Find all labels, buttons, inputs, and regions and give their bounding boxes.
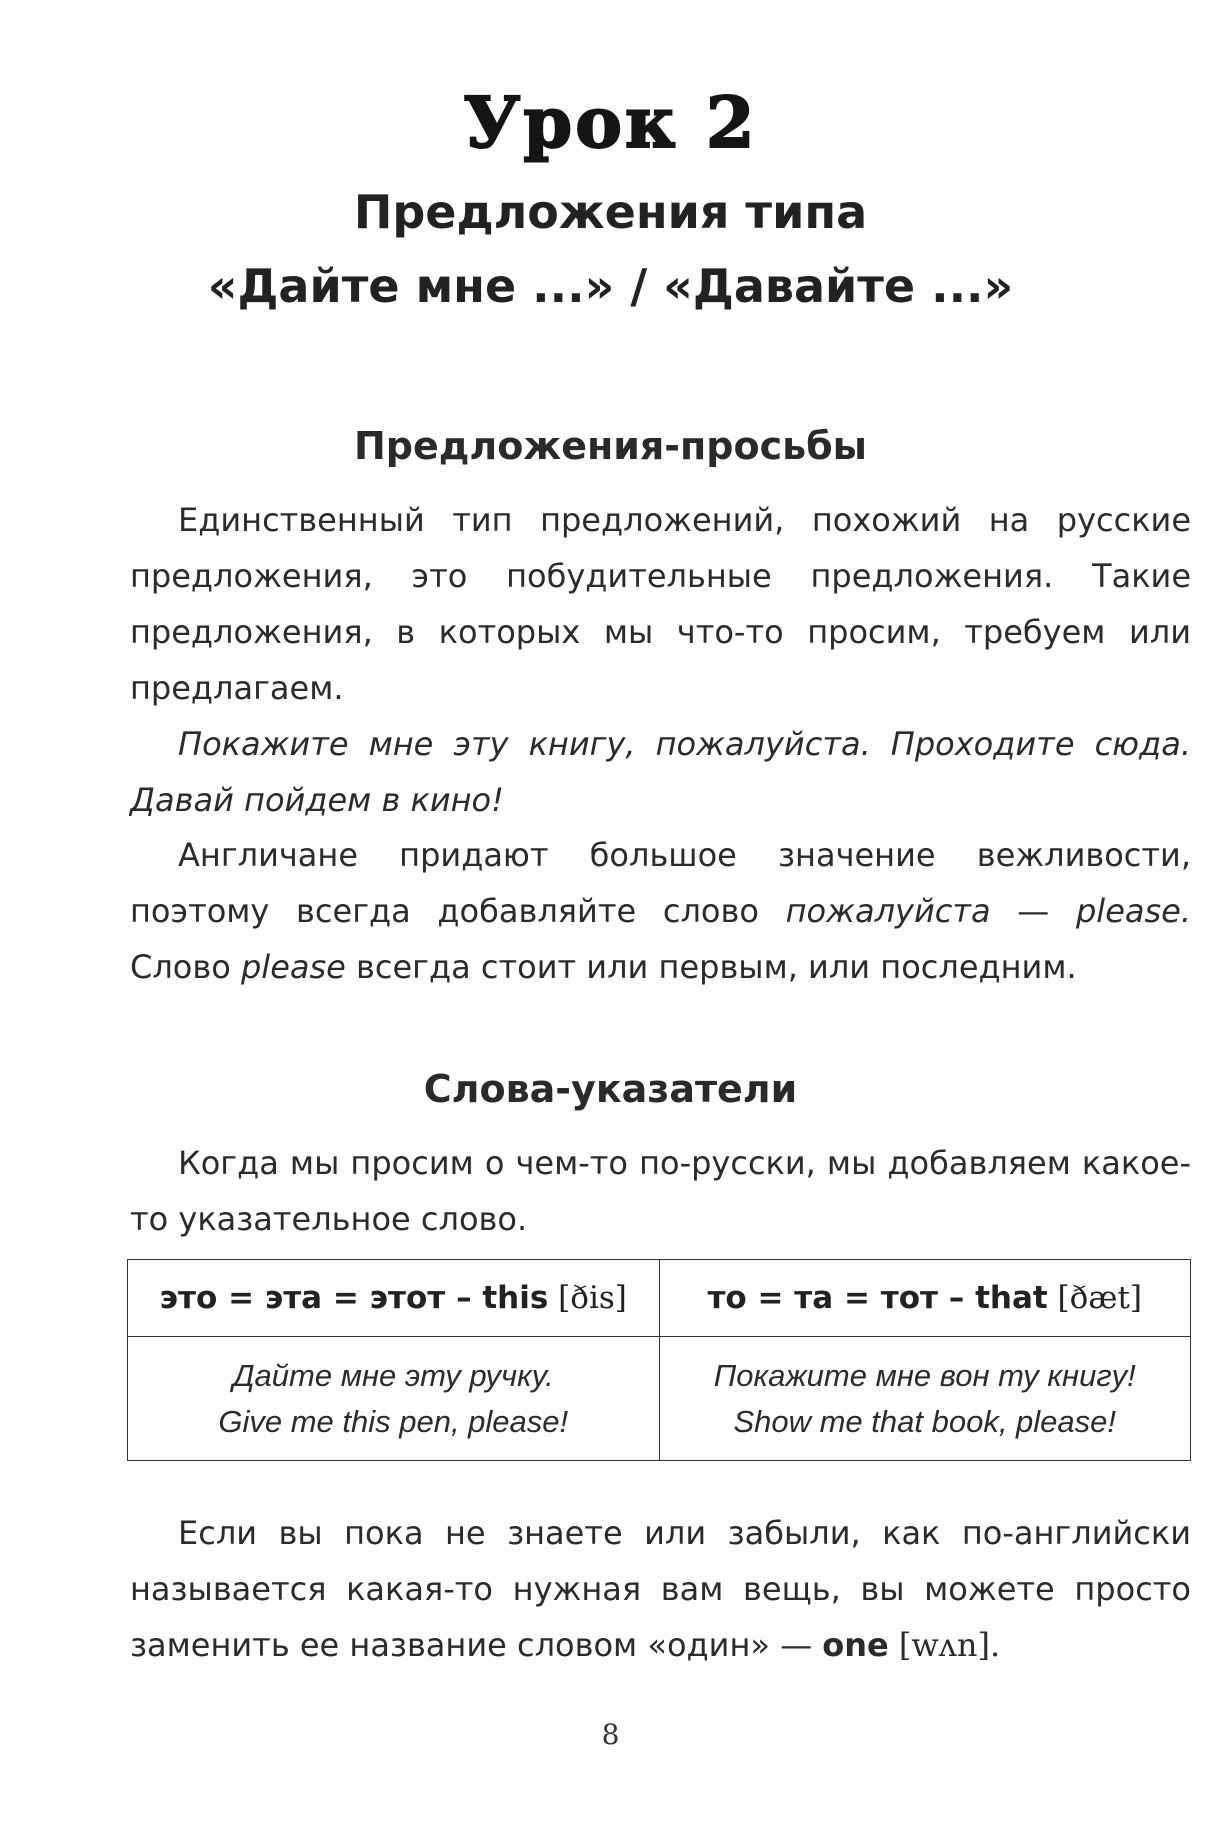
- table-cell-that-example: [659, 1337, 1191, 1461]
- paragraph-pointers-intro: [130, 1135, 1191, 1247]
- table-header-that: [659, 1260, 1191, 1337]
- table-row: [128, 1337, 1191, 1461]
- page-number: 8: [601, 1718, 620, 1751]
- politeness-word-ru: пожалуйста: [785, 892, 991, 930]
- table-cell-this-example: [128, 1337, 660, 1461]
- pointer-words-table: [127, 1259, 1191, 1461]
- section-heading-pointers: Слова-указатели: [423, 1067, 798, 1111]
- politeness-word-en: please.: [1075, 892, 1192, 930]
- paragraph-pointers-intro-text: Когда мы просим о чем-то по-русски, мы добавляем какое-то указательное слово.: [130, 1144, 1191, 1238]
- table-header-row: [128, 1260, 1191, 1337]
- this-example-en: Give me this pen, please!: [218, 1403, 569, 1439]
- paragraph-requests-intro: [130, 492, 1191, 716]
- politeness-text-3: всегда стоит или первым, или последним.: [345, 948, 1077, 986]
- politeness-text-1: Англичане придают большое значение вежливости, поэтому всегда добавляйте слово: [130, 836, 1191, 930]
- lesson-subtitle-line1: Предложения типа: [353, 185, 868, 239]
- politeness-text-2: Слово: [130, 948, 241, 986]
- header-this-ru: это = эта = этот –: [159, 1280, 483, 1316]
- politeness-please: please: [240, 948, 346, 986]
- lesson-title: Урок 2: [463, 81, 758, 164]
- one-phonetic: [wʌn].: [888, 1626, 1001, 1664]
- paragraph-politeness: [130, 827, 1191, 995]
- paragraph-examples-text: Покажите мне эту книгу, пожалуйста. Проходите сюда. Давай пойдем в кино!: [130, 725, 1191, 819]
- table-header-this: [128, 1260, 660, 1337]
- section-heading-requests: Предложения-просьбы: [353, 424, 868, 468]
- one-substitute-text: Если вы пока не знаете или забыли, как по-английски называется какая-то нужная вам вещь, вы можете просто заменить ее название словом «один» —: [130, 1514, 1191, 1664]
- that-example-en: Show me that book, please!: [733, 1403, 1117, 1439]
- header-that-ru: то = та = тот –: [707, 1280, 976, 1316]
- politeness-dash: —: [990, 892, 1076, 930]
- header-that-phonetic: [ðæt]: [1047, 1280, 1143, 1316]
- header-this-phonetic: [ðis]: [548, 1280, 627, 1316]
- that-example-ru: Покажите мне вон ту книгу!: [713, 1357, 1136, 1393]
- lesson-subtitle-line2: «Дайте мне ...» / «Давайте ...»: [207, 259, 1014, 313]
- paragraph-requests-intro-text: Единственный тип предложений, похожий на русские предложения, это побудительные предложения. Такие предложения, в которых мы что-то просим, требуем или предлагаем.: [130, 501, 1191, 707]
- header-that-en: that: [975, 1280, 1048, 1316]
- paragraph-one-substitute: [130, 1505, 1191, 1673]
- one-word: one: [822, 1626, 889, 1664]
- this-example-ru: Дайте мне эту ручку.: [232, 1357, 554, 1393]
- paragraph-examples: [130, 716, 1191, 828]
- header-this-en: this: [482, 1280, 549, 1316]
